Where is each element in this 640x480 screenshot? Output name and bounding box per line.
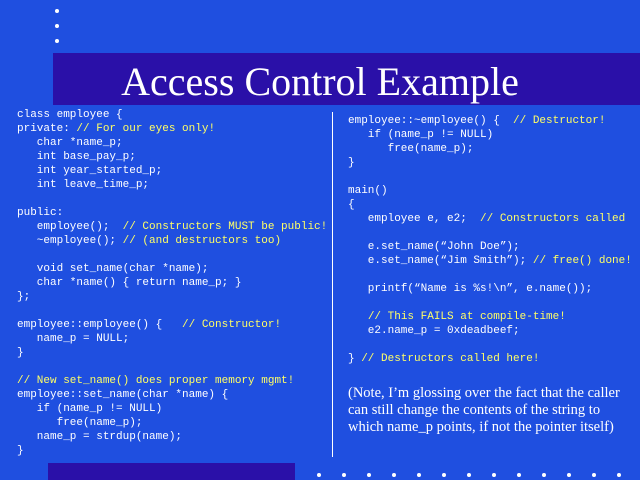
code-line [348, 325, 520, 337]
decor-dot [567, 473, 571, 477]
code-text: int leave_time_p; [17, 179, 150, 191]
code-comment: // This FAILS at compile-time! [367, 311, 566, 323]
code-text: printf(“Name is %s!\n”, e.name()); [348, 283, 593, 295]
code-text: e2.name_p = 0xdeadbeef; [348, 325, 520, 337]
code-line [348, 283, 592, 295]
code-line [17, 403, 162, 415]
code-text: char *name_p; [17, 137, 123, 149]
code-line [17, 263, 208, 275]
code-text: { [348, 199, 355, 211]
code-comment: // Constructors MUST be public! [122, 221, 328, 233]
code-text: name_p = strdup(name); [17, 431, 183, 443]
code-text: employee(); [17, 221, 123, 233]
decor-dot [317, 473, 321, 477]
decor-dot [342, 473, 346, 477]
code-line [348, 199, 355, 211]
code-text: private: [17, 123, 77, 135]
code-text: ~employee(); [17, 235, 123, 247]
code-line [17, 179, 149, 191]
code-line [17, 277, 241, 289]
code-line [17, 165, 162, 177]
code-comment: // Constructors called [480, 213, 626, 225]
slide-title: Access Control Example [121, 59, 519, 104]
decor-dot [517, 473, 521, 477]
code-line [348, 213, 625, 225]
code-comment: // (and destructors too) [122, 235, 282, 247]
code-text: } [348, 353, 362, 365]
code-line [17, 207, 63, 219]
code-text: employee::~employee() { [348, 115, 514, 127]
code-line [348, 255, 632, 267]
note-text: (Note, I’m glossing over the fact that the caller can still change the contents of the string to which name_p points, if not the pointer itself) [348, 385, 620, 435]
code-text: name_p = NULL; [17, 333, 130, 345]
code-line [17, 333, 129, 345]
code-line [17, 389, 228, 401]
code-line [348, 185, 388, 197]
code-line [17, 151, 136, 163]
code-line [348, 241, 520, 253]
code-line [17, 431, 182, 443]
code-text: employee::employee() { [17, 319, 183, 331]
decor-dot [55, 24, 59, 28]
code-line [17, 445, 24, 457]
code-text: e.set_name(“Jim Smith”); [348, 255, 533, 267]
right-code-block [348, 114, 632, 366]
code-text: void set_name(char *name); [17, 263, 209, 275]
decor-dot [367, 473, 371, 477]
code-line [348, 311, 566, 323]
code-comment: // Constructor! [182, 319, 282, 331]
code-line [17, 417, 142, 429]
code-line [17, 221, 327, 233]
code-text: } [17, 347, 24, 359]
code-line [348, 115, 605, 127]
code-text: if (name_p != NULL) [17, 403, 163, 415]
decor-dot [592, 473, 596, 477]
code-text: char *name() { return name_p; } [17, 277, 242, 289]
code-text: int year_started_p; [17, 165, 163, 177]
decor-dot [55, 9, 59, 13]
code-comment: // Destructor! [513, 115, 606, 127]
code-text: public: [17, 207, 64, 219]
left-code-block [17, 108, 327, 458]
code-text: e.set_name(“John Doe”); [348, 241, 520, 253]
decor-dot [492, 473, 496, 477]
code-line [17, 319, 281, 331]
code-text: if (name_p != NULL) [348, 129, 494, 141]
code-comment: // New set_name() does proper memory mgmt! [17, 375, 295, 387]
code-comment: // free() done! [532, 255, 632, 267]
code-comment: // For our eyes only! [76, 123, 216, 135]
code-text: employee e, e2; [348, 213, 481, 225]
code-line [17, 291, 30, 303]
code-line [17, 123, 215, 135]
code-line [348, 353, 539, 365]
code-text: free(name_p); [348, 143, 474, 155]
code-text: } [348, 157, 355, 169]
code-line [17, 347, 24, 359]
code-text: free(name_p); [17, 417, 143, 429]
column-divider [332, 112, 333, 457]
code-comment: // Destructors called here! [361, 353, 540, 365]
footer-band [48, 463, 295, 480]
code-line [17, 235, 281, 247]
code-line [348, 157, 355, 169]
code-text [348, 311, 368, 323]
code-line [348, 143, 473, 155]
code-text: }; [17, 291, 31, 303]
code-line [17, 137, 123, 149]
code-text: int base_pay_p; [17, 151, 136, 163]
decor-dot [392, 473, 396, 477]
decor-dot [617, 473, 621, 477]
code-line [17, 375, 294, 387]
decor-dot [55, 39, 59, 43]
code-text: class employee { [17, 109, 123, 121]
decor-dot [467, 473, 471, 477]
code-text: } [17, 445, 24, 457]
code-line [348, 129, 493, 141]
code-line [17, 109, 123, 121]
decor-dot [417, 473, 421, 477]
code-text: employee::set_name(char *name) { [17, 389, 229, 401]
decor-dot [442, 473, 446, 477]
code-text: main() [348, 185, 388, 197]
decor-dot [542, 473, 546, 477]
